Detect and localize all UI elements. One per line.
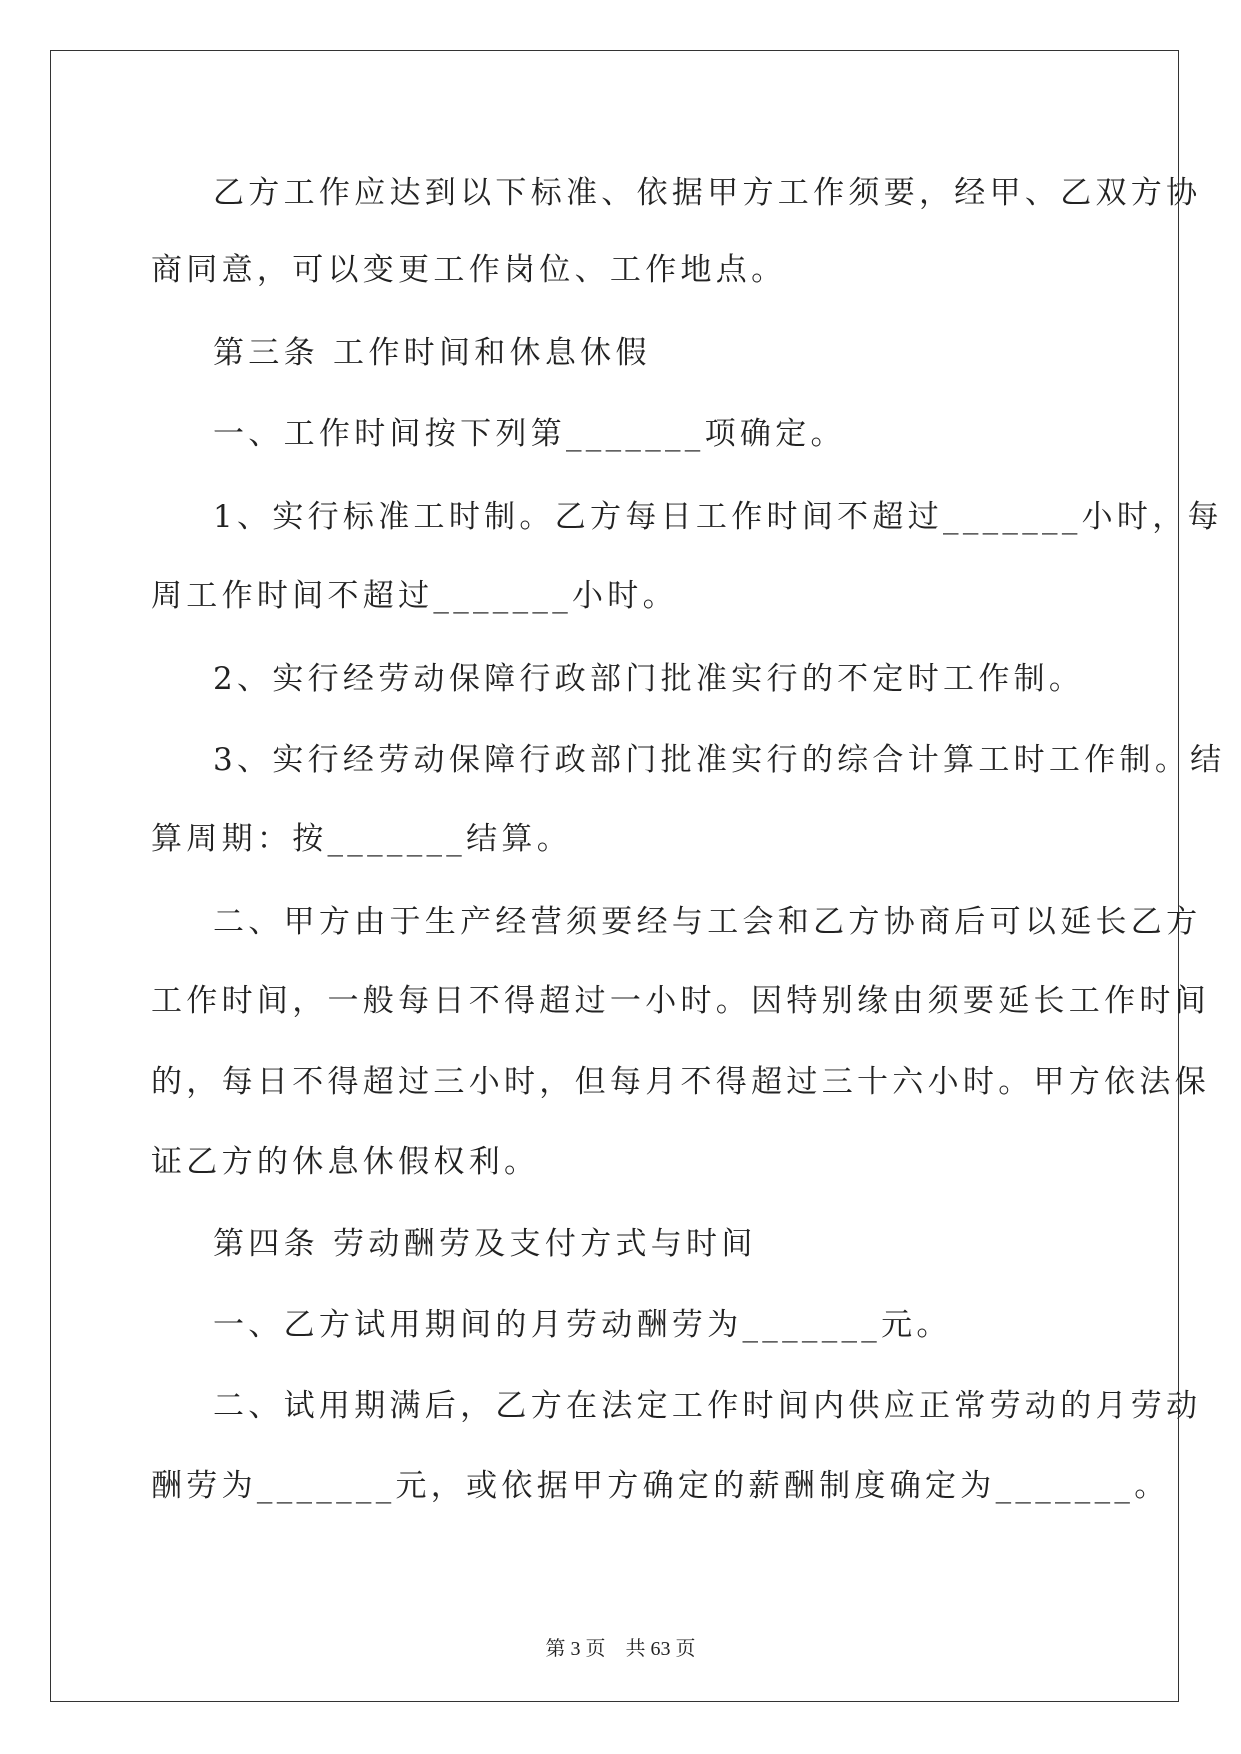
paragraph-line: 周工作时间不超过_______小时。 (151, 578, 678, 614)
paragraph-line: 一、工作时间按下列第_______项确定。 (213, 416, 846, 452)
paragraph-line: 二、甲方由于生产经营须要经与工会和乙方协商后可以延长乙方 (213, 904, 1202, 940)
paragraph-line: 一、乙方试用期间的月劳动酬劳为_______元。 (213, 1307, 952, 1343)
paragraph-line: 证乙方的休息休假权利。 (151, 1144, 540, 1180)
paragraph-line: 乙方工作应达到以下标准、依据甲方工作须要，经甲、乙双方协 (213, 175, 1202, 211)
section-heading: 第四条 劳动酬劳及支付方式与时间 (213, 1226, 757, 1262)
paragraph-line: 2、实行经劳动保障行政部门批准实行的不定时工作制。 (213, 661, 1085, 697)
page-footer (0, 1636, 1241, 1662)
paragraph-line: 酬劳为_______元，或依据甲方确定的薪酬制度确定为_______。 (151, 1468, 1170, 1504)
page-border (50, 50, 1179, 1702)
paragraph-line: 工作时间，一般每日不得超过一小时。因特别缘由须要延长工作时间 (151, 983, 1210, 1019)
page-number: 第 3 页 (545, 1638, 606, 1660)
paragraph-line: 算周期：按_______结算。 (151, 821, 572, 857)
paragraph-line: 的，每日不得超过三小时，但每月不得超过三十六小时。甲方依法保 (151, 1064, 1210, 1100)
paragraph-line: 3、实行经劳动保障行政部门批准实行的综合计算工时工作制。结 (213, 742, 1226, 778)
paragraph-line: 二、试用期满后，乙方在法定工作时间内供应正常劳动的月劳动 (213, 1388, 1202, 1424)
paragraph-line: 商同意，可以变更工作岗位、工作地点。 (151, 252, 787, 288)
total-pages: 共 63 页 (625, 1638, 696, 1660)
paragraph-line: 1、实行标准工时制。乙方每日工作时间不超过_______小时，每 (213, 499, 1223, 535)
section-heading: 第三条 工作时间和休息休假 (213, 335, 651, 371)
